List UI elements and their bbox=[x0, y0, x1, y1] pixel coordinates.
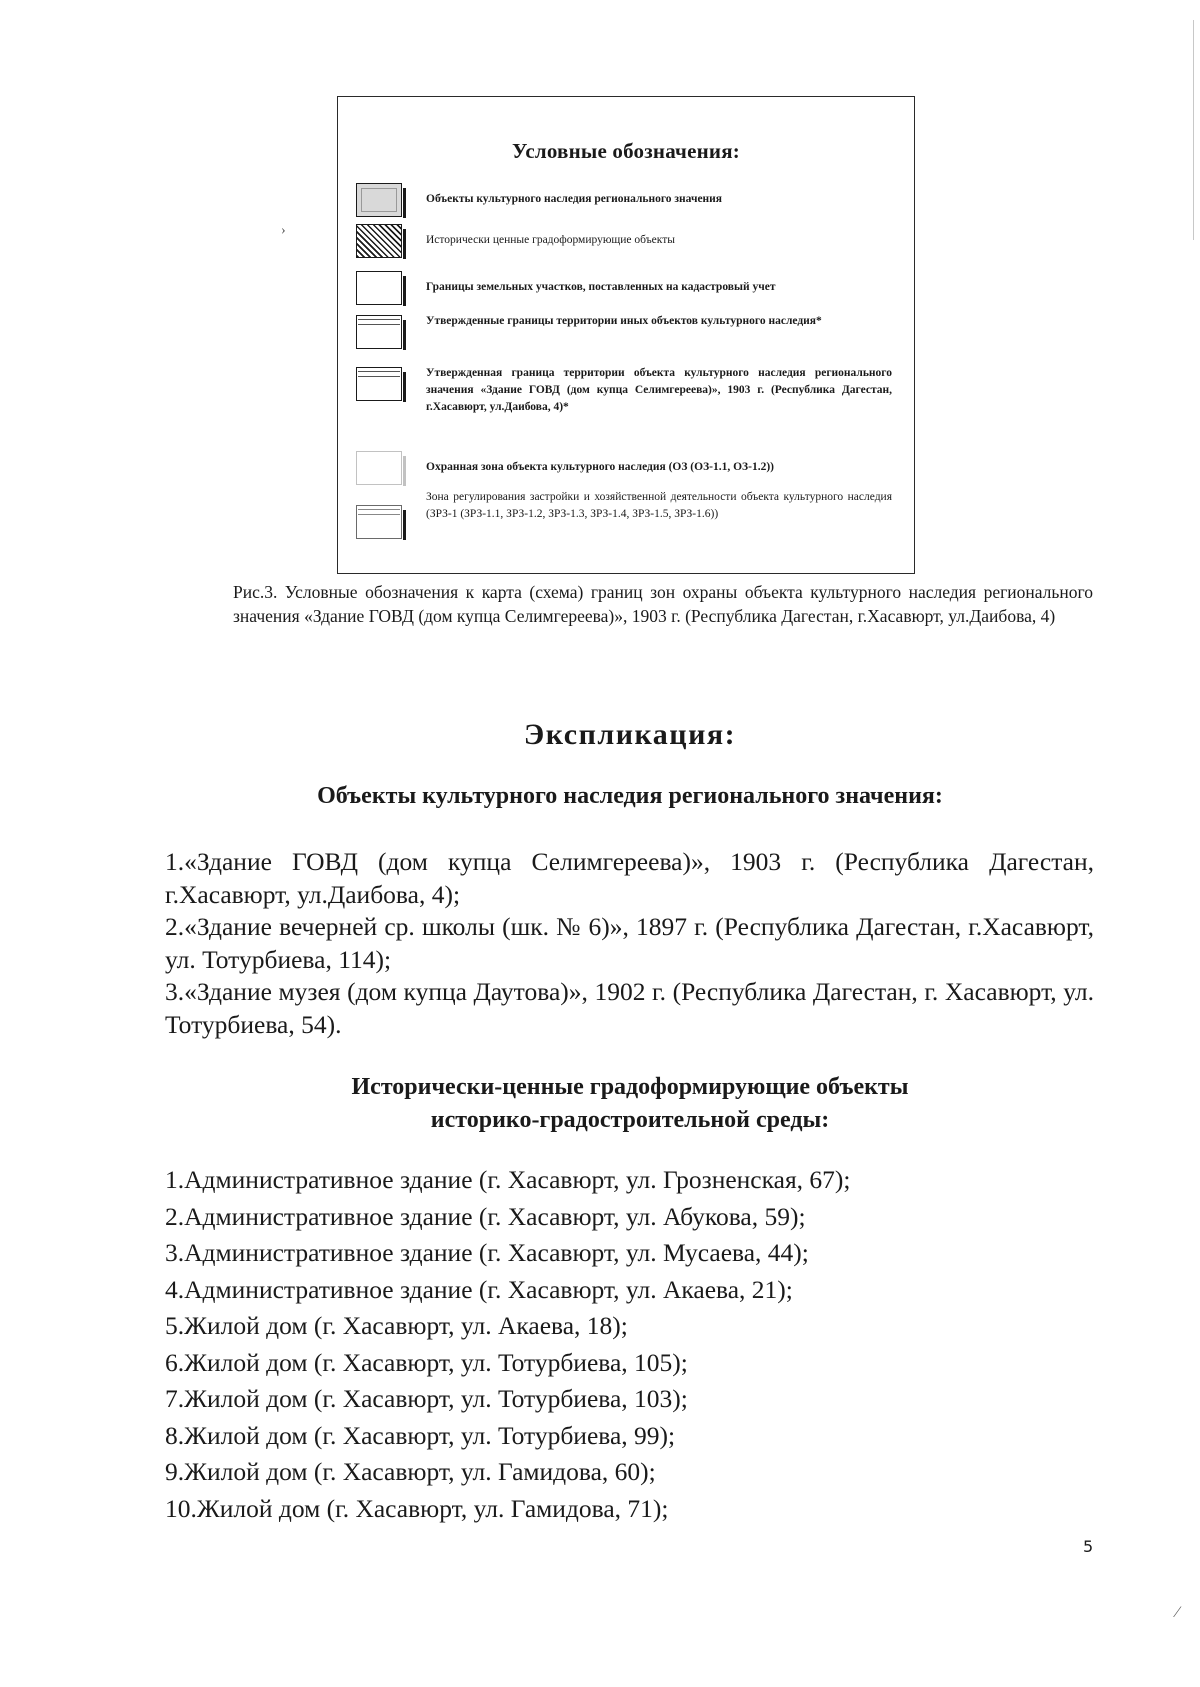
hatched-swatch-icon bbox=[356, 224, 402, 258]
legend-item bbox=[356, 483, 896, 543]
list-item: 8.Жилой дом (г. Хасавюрт, ул. Тотурбиева, 99); bbox=[165, 1420, 676, 1450]
legend-box bbox=[337, 96, 915, 574]
list-item: 1.Административное здание (г. Хасавюрт, ул. Грозненская, 67); bbox=[165, 1165, 851, 1194]
explication-heading: Экспликация: bbox=[523, 718, 737, 751]
legend-title: Условные обозначения: bbox=[512, 139, 740, 163]
legend-item-label: Исторически ценные градоформирующие объекты bbox=[426, 234, 675, 246]
page-number: 5 bbox=[1083, 1537, 1094, 1556]
legend-item bbox=[356, 271, 896, 305]
legend-item-label: Зона регулирования застройки и хозяйственной деятельности объекта культурного наследия (ЗРЗ-1 (ЗРЗ-1.1, ЗРЗ-1.2, ЗРЗ-1.3, ЗРЗ-1.4, ЗРЗ-1.5, ЗРЗ-1.6)) bbox=[426, 491, 892, 520]
section2-heading-line2: историко-градостроительной среды: bbox=[430, 1107, 830, 1133]
legend-item-label: Границы земельных участков, поставленных на кадастровый учет bbox=[426, 281, 776, 293]
section2-heading bbox=[0, 1071, 1200, 1137]
section1-heading: Объекты культурного наследия регионального значения: bbox=[317, 783, 943, 809]
list-item: 3.Административное здание (г. Хасавюрт, ул. Мусаева, 44); bbox=[165, 1238, 809, 1267]
scan-artifact: ⁄ bbox=[1176, 1604, 1179, 1621]
historic-objects-list bbox=[165, 1162, 1094, 1527]
list-item: 9.Жилой дом (г. Хасавюрт, ул. Гамидова, 60); bbox=[165, 1457, 656, 1486]
list-item: 2.Административное здание (г. Хасавюрт, ул. Абукова, 59); bbox=[165, 1201, 806, 1231]
legend-item bbox=[356, 183, 896, 217]
legend-item-label: Утвержденные границы территории иных объектов культурного наследия* bbox=[426, 315, 822, 327]
heritage-objects-list bbox=[165, 846, 1094, 1041]
legend-item-label: Утвержденная граница территории объекта культурного наследия регионального значения «Здание ГОВД (дом купца Селимгереева)», 1903 г. (Республика Дагестан, г.Хасавюрт, ул.Даибова, 4)* bbox=[426, 367, 892, 413]
double-line-swatch-icon bbox=[356, 367, 402, 401]
legend-item bbox=[356, 451, 896, 485]
list-item: 4.Административное здание (г. Хасавюрт, ул. Акаева, 21); bbox=[165, 1274, 793, 1304]
light-swatch-icon bbox=[356, 451, 402, 485]
empty-swatch-icon bbox=[356, 271, 402, 305]
list-item: 1.«Здание ГОВД (дом купца Селимгереева)», 1903 г. (Республика Дагестан, г.Хасавюрт, ул.Даибова, 4); bbox=[165, 847, 1094, 909]
scan-edge-line bbox=[1193, 20, 1194, 240]
section2-heading-line1: Исторически-ценные градоформирующие объекты bbox=[351, 1074, 909, 1100]
legend-item bbox=[356, 365, 896, 437]
list-item: 7.Жилой дом (г. Хасавюрт, ул. Тотурбиева, 103); bbox=[165, 1384, 688, 1413]
figure-caption: Рис.3. Условные обозначения к карта (схема) границ зон охраны объекта культурного наследия регионального значения «Здание ГОВД (дом купца Селимгереева)», 1903 г. (Республика Дагестан, г.Хасавюрт, ул.Даибова, 4) bbox=[233, 582, 1093, 626]
list-item: 10.Жилой дом (г. Хасавюрт, ул. Гамидова, 71); bbox=[165, 1493, 669, 1523]
list-item: 3.«Здание музея (дом купца Даутова)», 1902 г. (Республика Дагестан, г. Хасавюрт, ул. Тотурбиева, 54). bbox=[165, 977, 1094, 1039]
list-item: 5.Жилой дом (г. Хасавюрт, ул. Акаева, 18); bbox=[165, 1311, 628, 1340]
legend-item-label: Объекты культурного наследия регионального значения bbox=[426, 193, 723, 205]
legend-item bbox=[356, 224, 896, 258]
list-item: 2.«Здание вечерней ср. школы (шк. № 6)», 1897 г. (Республика Дагестан, г.Хасавюрт, ул. Тотурбиева, 114); bbox=[165, 912, 1094, 974]
legend-item bbox=[356, 313, 896, 353]
scan-artifact: › bbox=[281, 223, 286, 238]
legend-item-label: Охранная зона объекта культурного наследия (ОЗ (ОЗ-1.1, ОЗ-1.2)) bbox=[426, 461, 774, 473]
double-line-swatch-icon bbox=[356, 315, 402, 349]
gray-fill-swatch-icon bbox=[356, 183, 402, 217]
list-item: 6.Жилой дом (г. Хасавюрт, ул. Тотурбиева, 105); bbox=[165, 1347, 688, 1377]
light-double-swatch-icon bbox=[356, 505, 402, 539]
